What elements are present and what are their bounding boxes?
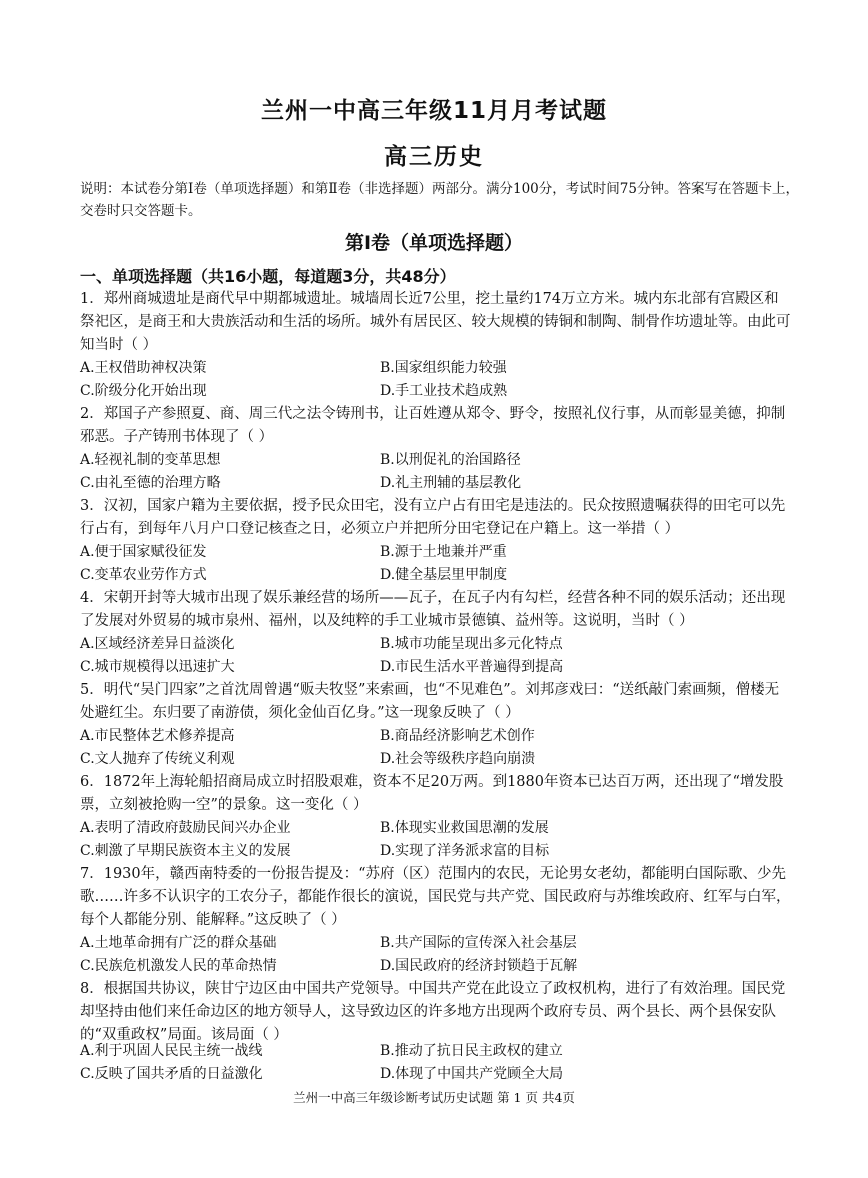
q3-option-c: C.变革农业劳作方式 (80, 567, 207, 583)
instructions: 说明：本试卷分第Ⅰ卷（单项选择题）和第Ⅱ卷（非选择题）两部分。满分100分，考试时间75分钟。答案写在答题卡上，交卷时只交答题卡。 (80, 181, 799, 219)
exam-title: 兰州一中高三年级11月月考试题 (260, 98, 607, 124)
section-title: 第Ⅰ卷（单项选择题） (344, 232, 524, 254)
q7-option-a: A.土地革命拥有广泛的群众基础 (80, 935, 277, 951)
question-4: 4．宋朝开封等大城市出现了娱乐兼经营的场所——瓦子，在瓦子内有勾栏，经营各种不同的娱乐活动；还出现了发展对外贸易的城市泉州、福州，以及纯粹的手工业城市景德镇、益州等。这说明，当时（ ） (80, 590, 786, 629)
q6-option-c: C.刺激了早期民族资本主义的发展 (80, 843, 291, 859)
page-footer: 兰州一中高三年级诊断考试历史试题 第 1 页 共4页 (293, 1090, 575, 1105)
q3-option-d: D.健全基层里甲制度 (380, 567, 508, 583)
q1-option-a: A.王权借助神权决策 (80, 360, 207, 376)
subject-title: 高三历史 (384, 144, 484, 170)
q4-option-a: A.区域经济差异日益淡化 (80, 636, 235, 652)
q5-option-c: C.文人抛弃了传统义利观 (80, 751, 235, 767)
q8-option-d: D.体现了中国共产党顾全大局 (380, 1066, 564, 1082)
q8-option-b: B.推动了抗日民主政权的建立 (380, 1043, 563, 1059)
q6-option-b: B.体现实业救国思潮的发展 (380, 820, 549, 836)
question-8: 8．根据国共协议，陕甘宁边区由中国共产党领导。中国共产党在此设立了政权机构，进行了有效治理。国民党却坚持由他们来任命边区的地方领导人，这导致边区的许多地方出现两个政府专员、两个县长、两个县保安队的“双重政权”局面。该局面（ ） (80, 981, 786, 1043)
q3-option-b: B.源于土地兼并严重 (380, 544, 507, 560)
q1-option-b: B.国家组织能力较强 (380, 360, 507, 376)
q1-option-c: C.阶级分化开始出现 (80, 383, 207, 399)
q4-option-d: D.市民生活水平普遍得到提高 (380, 659, 564, 675)
q7-option-d: D.国民政府的经济封锁趋于瓦解 (380, 958, 578, 974)
q2-option-c: C.由礼至德的治理方略 (80, 475, 221, 491)
q7-option-b: B.共产国际的宣传深入社会基层 (380, 935, 577, 951)
question-5: 5．明代“吴门四家”之首沈周曾遇“贩夫牧竖”来索画，也“不见难色”。刘邦彦戏曰：“送纸敲门索画频，僧楼无处避红尘。东归要了南游债，须化金仙百亿身。”这一现象反映了（ ） (80, 682, 780, 721)
q2-option-d: D.礼主刑辅的基层教化 (380, 475, 522, 491)
q2-option-a: A.轻视礼制的变革思想 (80, 452, 221, 468)
q5-option-b: B.商品经济影响艺术创作 (380, 728, 535, 744)
q4-option-c: C.城市规模得以迅速扩大 (80, 659, 235, 675)
q4-option-b: B.城市功能呈现出多元化特点 (380, 636, 563, 652)
question-1: 1．郑州商城遗址是商代早中期都城遗址。城墙周长近7公里，挖土量约174万立方米。城内东北部有宫殿区和祭祀区，是商王和大贵族活动和生活的场所。城外有居民区、较大规模的铸铜和制陶、制骨作坊遗址等。由此可知当时（ ） (80, 291, 791, 353)
q6-option-a: A.表明了清政府鼓励民间兴办企业 (80, 820, 291, 836)
question-3: 3．汉初，国家户籍为主要依据，授予民众田宅，没有立户占有田宅是违法的。民众按照遗嘱获得的田宅可以先行占有，到每年八月户口登记核查之日，必须立户并把所分田宅登记在户籍上。这一举措（ ） (80, 498, 786, 537)
q8-option-a: A.利于巩固人民民主统一战线 (80, 1043, 263, 1059)
q2-option-b: B.以刑促礼的治国路径 (380, 452, 521, 468)
q7-option-c: C.民族危机激发人民的革命热情 (80, 958, 277, 974)
q6-option-d: D.实现了洋务派求富的目标 (380, 843, 550, 859)
q5-option-a: A.市民整体艺术修养提高 (80, 728, 235, 744)
question-7: 7．1930年，赣西南特委的一份报告提及：“苏府（区）范围内的农民，无论男女老幼，都能明白国际歌、少先歌……许多不认识字的工农分子，都能作很长的演说，国民党与共产党、国民政府与苏维埃政府、红军与白军，每个人都能分别、能解释。”这反映了（ ） (80, 866, 791, 928)
q3-option-a: A.便于国家赋役征发 (80, 544, 207, 560)
question-6: 6．1872年上海轮船招商局成立时招股艰难，资本不足20万两。到1880年资本已达百万两，还出现了“增发股票，立刻被抢购一空”的景象。这一变化（ ） (80, 774, 784, 813)
part-heading: 一、单项选择题（共16小题，每道题3分，共48分） (80, 267, 456, 286)
q5-option-d: D.社会等级秩序趋向崩溃 (380, 751, 536, 767)
q1-option-d: D.手工业技术趋成熟 (380, 383, 508, 399)
question-2: 2．郑国子产参照夏、商、周三代之法令铸刑书，让百姓遵从郑令、野令，按照礼仪行事，从而彰显美德，抑制邪恶。子产铸刑书体现了（ ） (80, 406, 786, 445)
q8-option-c: C.反映了国共矛盾的日益激化 (80, 1066, 263, 1082)
